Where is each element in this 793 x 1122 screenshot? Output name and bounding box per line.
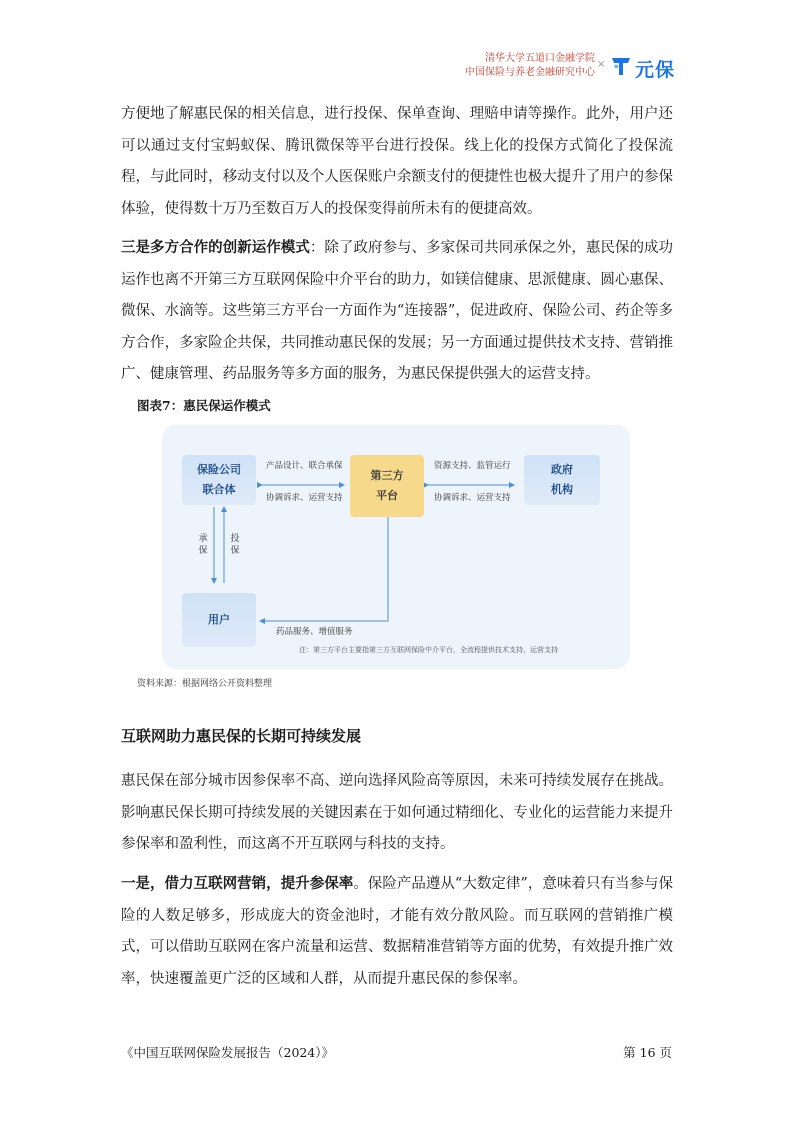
label-underwrite: 承保: [198, 534, 208, 556]
third-party-line1: 第三方: [370, 469, 404, 482]
header-logo-text: 元保: [635, 59, 676, 81]
header-org-line2: 中国保险与养老金融研究中心: [465, 67, 595, 78]
arrow-drug-service: [260, 517, 388, 621]
third-party-line2: 平台: [376, 489, 398, 502]
figure-title: 图表7：惠民保运作模式: [137, 398, 271, 413]
header-cross: ×: [597, 59, 606, 70]
insurer-line2: 联合体: [202, 483, 236, 496]
paragraph-4: [121, 868, 673, 995]
insurer-line1: 保险公司: [197, 463, 241, 476]
paragraph-4-lead: 一是，借力互联网营销，提升参保率: [121, 875, 354, 892]
third-party-box: [350, 455, 424, 517]
government-line2: 机构: [551, 483, 573, 496]
section-title: 互联网助力惠民保的长期可持续发展: [121, 727, 362, 745]
user-box: [182, 593, 256, 647]
label-drug-service: 药品服务、增值服务: [276, 627, 353, 637]
yuanbao-logo-icon: [609, 54, 633, 78]
paragraph-1: 方便地了解惠民保的相关信息，进行投保、保单查询、理赔申请等操作。此外，用户还可以通过支付宝蚂蚁保、腾讯微保等平台进行投保。线上化的投保方式简化了投保流程，与此同时，移动支付以及个人医保账户余额支付的便捷性也极大提升了用户的参保体验，使得数十万乃至数百万人的投保变得前所未有的便捷高效。: [121, 106, 673, 217]
paragraph-2-body: ：除了政府参与、多家保司共同承保之外，惠民保的成功运作也离不开第三方互联网保险中介平台的助力，如镁信健康、思派健康、圆心惠保、微保、水滴等。这些第三方平台一方面作为“连接器”，促进政府、保险公司、药企等多方合作，多家险企共保，共同推动惠民保的发展；另一方面通过提供技术支持、营销推广、健康管理、药品服务等多方面的服务，为惠民保提供强大的运营支持。: [121, 240, 674, 382]
footer-page-number: 第 16 页: [623, 1045, 672, 1060]
government-line1: 政府: [551, 463, 573, 476]
paragraph-2: [121, 232, 673, 391]
label-coord-right: 协调诉求、运营支持: [434, 493, 511, 503]
header-org-line1: 清华大学五道口金融学院: [485, 53, 595, 64]
insurer-box: [182, 455, 256, 505]
header-org: [405, 52, 595, 80]
paragraph-4-body: 。保险产品遵从“大数定律”，意味着只有当参与保险的人数足够多，形成庞大的资金池时，才能有效分散风险。而互联网的营销推广模式，可以借助互联网在客户流量和运营、数据精准营销等方面的优势，有效提升推广效率，快速覆盖更广泛的区域和人群，从而提升惠民保的参保率。: [121, 876, 673, 987]
paragraph-3: 惠民保在部分城市因参保率不高、逆向选择风险高等原因，未来可持续发展存在挑战。影响惠民保长期可持续发展的关键因素在于如何通过精细化、专业化的运营能力来提升参保率和盈利性，而这离不开互联网与科技的支持。: [121, 773, 673, 852]
label-resource: 资源支持、监管运行: [434, 461, 511, 471]
figure-source: 资料来源：根据网络公开资料整理: [137, 679, 273, 689]
label-product: 产品设计、联合承保: [266, 461, 343, 471]
operation-model-diagram: [162, 425, 630, 669]
paragraph-2-lead: 三是多方合作的创新运作模式: [121, 239, 310, 256]
government-box: [524, 455, 600, 505]
diagram-note: 注：第三方平台主要指第三方互联网保险中介平台，全流程提供技术支持、运营支持: [299, 646, 558, 654]
user-label: 用户: [208, 613, 230, 626]
label-insure: 投保: [230, 534, 240, 556]
footer-report-title: 《中国互联网保险发展报告（2024）》: [121, 1045, 335, 1060]
label-coord-left: 协调诉求、运营支持: [266, 493, 343, 503]
